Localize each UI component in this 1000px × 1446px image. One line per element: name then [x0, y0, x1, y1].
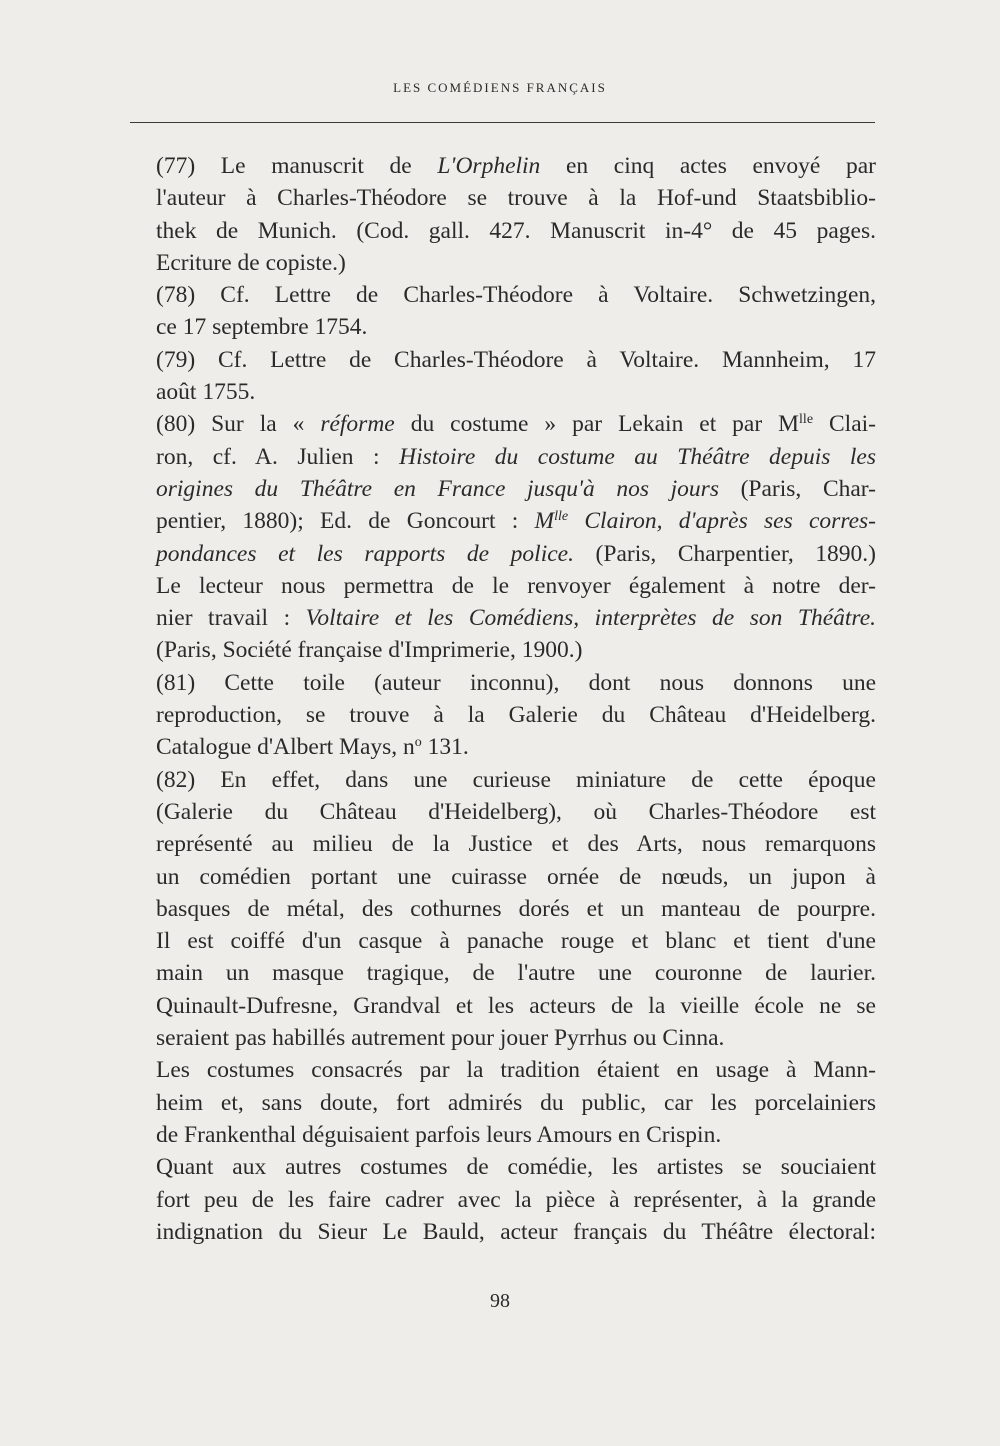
text-line: ce 17 septembre 1754. [156, 314, 368, 341]
text-line [128, 538, 876, 570]
italic-run: Histoire du costume au Théâtre depuis les [399, 443, 877, 470]
running-header: LES COMÉDIENS FRANÇAIS [393, 80, 607, 95]
text-line: août 1755. [156, 379, 256, 406]
text-run: pentier, 1880); Ed. de Goncourt : [156, 508, 535, 535]
italic-run [535, 508, 876, 534]
italic-run: origines du Théâtre en France jusqu'à nos jours [156, 475, 719, 502]
text-line: un comédien portant une cuirasse ornée de nœuds, un jupon à [156, 863, 876, 890]
italic-run: réforme [320, 411, 395, 438]
note-78 [128, 279, 876, 344]
text-line: (Galerie du Château d'Heidelberg), où Charles-Théodore est [156, 798, 876, 825]
header-rule [130, 122, 875, 123]
text-run: du costume » par Lekain et par M [394, 411, 800, 438]
note-77 [128, 150, 876, 279]
superscript: lle [799, 412, 814, 428]
text-line [128, 150, 876, 182]
italic-run: pondances et les rapports de police. [156, 540, 574, 567]
text-run: M [534, 508, 555, 535]
note-80 [128, 408, 876, 666]
text-line: l'auteur à Charles-Théodore se trouve à la Hof-und Staatsbiblio- [156, 185, 876, 212]
title-italic: L'Orphelin [437, 153, 541, 179]
text-run: 131. [421, 734, 469, 761]
text-line: (79) Cf. Lettre de Charles-Théodore à Voltaire. Mannheim, 17 [156, 346, 876, 373]
text-run: (77) Le manuscrit de [156, 153, 438, 179]
text-line [128, 473, 876, 505]
text-line: fort peu de les faire cadrer avec la pièce à représenter, à la grande [156, 1186, 876, 1213]
text-line: (82) En effet, dans une curieuse miniature de cette époque [156, 766, 876, 793]
text-run: (80) Sur la « [156, 411, 321, 438]
text-run: nier travail : [156, 605, 306, 632]
text-line [128, 408, 876, 440]
text-line: Les costumes consacrés par la tradition étaient en usage à Mann- [156, 1057, 876, 1084]
text-line: seraient pas habillés autrement pour jouer Pyrrhus ou Cinna. [156, 1025, 725, 1052]
text-line: de Frankenthal déguisaient parfois leurs Amours en Crispin. [156, 1121, 722, 1148]
text-line: (Paris, Société française d'Imprimerie, 1900.) [156, 637, 583, 664]
paragraph-costumes [128, 1054, 876, 1151]
text-line: main un masque tragique, de l'autre une couronne de laurier. [156, 960, 876, 987]
note-81 [128, 667, 876, 764]
text-line [128, 731, 876, 763]
text-run: (Paris, Charpentier, 1890.) [573, 540, 876, 567]
text-line: Il est coiffé d'un casque à panache rouge et blanc et tient d'une [156, 928, 876, 955]
text-line: (81) Cette toile (auteur inconnu), dont nous donnons une [156, 669, 876, 696]
text-line [128, 602, 876, 634]
text-line: heim et, sans doute, fort admirés du public, car les porcelainiers [156, 1089, 876, 1116]
page-body [128, 150, 876, 1248]
text-line: Ecriture de copiste.) [156, 249, 346, 276]
paragraph-comedie [128, 1151, 876, 1248]
text-line [128, 505, 876, 537]
superscript: lle [554, 509, 569, 525]
text-line: Quinault-Dufresne, Grandval et les acteurs de la vieille école ne se [156, 992, 876, 1019]
page-number: 98 [490, 1290, 510, 1312]
note-82 [128, 764, 876, 1055]
text-run: Clairon, d'après ses corres- [568, 508, 876, 535]
superscript: o [414, 735, 422, 751]
text-line: (78) Cf. Lettre de Charles-Théodore à Voltaire. Schwetzingen, [156, 282, 876, 309]
text-line: basques de métal, des cothurnes dorés et un manteau de pourpre. [156, 895, 876, 922]
text-run: ron, cf. A. Julien : [156, 443, 400, 470]
text-line [128, 441, 876, 473]
text-run: (Paris, Char- [718, 475, 876, 502]
text-run: Clai- [813, 411, 876, 438]
italic-run: Voltaire et les Comédiens, interprètes de son Théâtre. [305, 605, 876, 632]
text-run: en cinq actes envoyé par [540, 153, 876, 179]
text-line: indignation du Sieur Le Bauld, acteur français du Théâtre électoral: [156, 1218, 876, 1245]
text-line: reproduction, se trouve à la Galerie du Château d'Heidelberg. [156, 702, 876, 729]
note-79 [128, 344, 876, 409]
text-line: Quant aux autres costumes de comédie, les artistes se souciaient [156, 1154, 876, 1181]
text-run: Catalogue d'Albert Mays, n [156, 734, 415, 761]
text-line: thek de Munich. (Cod. gall. 427. Manuscrit in-4° de 45 pages. [156, 217, 876, 244]
text-line: Le lecteur nous permettra de le renvoyer également à notre der- [156, 572, 876, 599]
text-line: représenté au milieu de la Justice et des Arts, nous remarquons [156, 831, 876, 858]
